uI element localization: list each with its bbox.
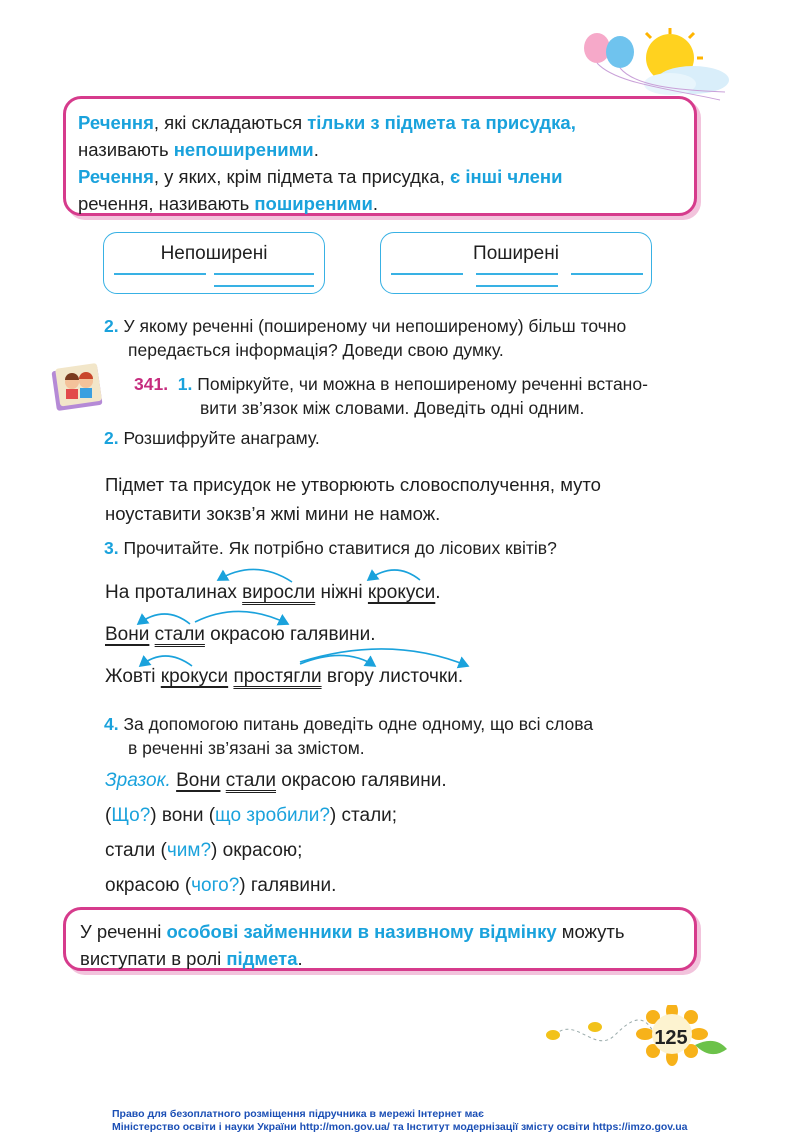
- task-text: Поміркуйте, чи можна в непоширеному реченні встано-: [197, 374, 648, 394]
- predicate-word: стали: [225, 770, 277, 791]
- task-text: Розшифруйте анаграму.: [123, 428, 320, 448]
- task-number: 2.: [104, 316, 119, 336]
- page-number: 125: [654, 1027, 688, 1049]
- word: вгору листочки.: [321, 666, 464, 687]
- subject-word: крокуси: [160, 666, 229, 687]
- rule-text: .: [297, 948, 303, 969]
- rule-line: [80, 918, 680, 945]
- rule-term: поширеними: [254, 193, 373, 214]
- sample-line-4: окрасою (чого?) галявини.: [105, 875, 337, 896]
- task-text: в реченні зв’язані за змістом.: [128, 738, 365, 758]
- exercise-341-task-2: [104, 426, 320, 450]
- arc: [195, 611, 288, 624]
- sentence-3: [105, 666, 463, 688]
- question: чого?: [191, 875, 240, 896]
- task-4: [104, 712, 698, 760]
- copyright-notice: [112, 1108, 712, 1134]
- word: На проталинах: [105, 582, 243, 603]
- rule-line: [78, 190, 680, 217]
- sentence-2: [105, 624, 376, 646]
- rule-text: речення, називають: [78, 193, 255, 214]
- rule-box-pronouns: [63, 907, 697, 971]
- task-number: 1.: [177, 374, 193, 394]
- task-number: 2.: [104, 428, 119, 448]
- question: Що?: [111, 805, 151, 826]
- rule-line: [78, 163, 680, 190]
- word: Жовті: [105, 666, 156, 687]
- rule-text: називають: [78, 139, 174, 160]
- sample-line-2: (Що?) вони (що зробили?) стали;: [105, 805, 398, 826]
- subject-word: крокуси: [367, 582, 436, 603]
- task-number: 3.: [104, 538, 119, 558]
- subject-word: Вони: [105, 624, 150, 645]
- rule-term: підмета: [226, 948, 298, 969]
- bees-sunflower-illustration: [535, 1005, 735, 1071]
- sample-line-1: [105, 770, 447, 792]
- task-3: [104, 536, 557, 560]
- anagram-line: Підмет та присудок не утворюють словосполучення, муто: [105, 474, 601, 495]
- rule-text: можуть: [556, 921, 625, 942]
- category-box-extended: [380, 232, 652, 294]
- category-title: Поширені: [473, 243, 559, 264]
- rule-term: тільки з підмета та присудка,: [307, 112, 576, 133]
- question: чим?: [166, 840, 212, 861]
- sample-label: Зразок.: [105, 770, 171, 791]
- word: окрасою галявини.: [204, 624, 376, 645]
- subject-word: Вони: [176, 770, 221, 791]
- question: що зробили?: [215, 805, 330, 826]
- predicate-word: виросли: [242, 582, 316, 603]
- answer-blanks: [114, 271, 314, 289]
- arc: [368, 570, 420, 580]
- task-text: передається інформація? Доведи свою думку.: [128, 340, 504, 360]
- arc: [300, 655, 375, 666]
- rule-term: Речення: [78, 166, 154, 187]
- rule-line: [78, 109, 680, 136]
- rule-term: особові займенники в називному відмінку: [166, 921, 557, 942]
- category-box-unextended: [103, 232, 325, 294]
- exercise-341: [134, 372, 700, 420]
- rule-term: Речення: [78, 112, 154, 133]
- answer-blanks: [391, 271, 641, 289]
- task-text: вити зв’язок між словами. Доведіть одні одним.: [200, 398, 585, 418]
- sample-line-3: стали (чим?) окрасою;: [105, 840, 303, 861]
- rule-line: [78, 136, 680, 163]
- task-2: [104, 314, 698, 362]
- sentence-1: На проталинах виросли ніжні крокуси.: [105, 582, 441, 603]
- word: ніжні: [320, 582, 363, 603]
- copyright-line: Право для безоплатного розміщення підручника в мережі Інтернет має: [112, 1108, 484, 1120]
- category-title: Непоширені: [160, 243, 268, 264]
- task-text: У якому реченні (поширеному чи непоширеному) більш точно: [123, 316, 627, 336]
- arc: [300, 649, 468, 666]
- rule-text: виступати в ролі: [80, 948, 227, 969]
- rule-text: , які складаються: [153, 112, 308, 133]
- predicate-word: простягли: [233, 666, 322, 687]
- arc: [138, 614, 190, 624]
- rule-text: , у яких, крім підмета та присудка,: [153, 166, 450, 187]
- rule-line: [80, 945, 680, 972]
- rule-box-sentence-types: [63, 96, 697, 216]
- predicate-word: стали: [154, 624, 205, 645]
- rule-term: є інші члени: [449, 166, 563, 187]
- arc: [140, 656, 192, 666]
- task-number: 4.: [104, 714, 119, 734]
- rule-text: .: [313, 139, 319, 160]
- task-text: За допомогою питань доведіть одне одному, що всі слова: [123, 714, 594, 734]
- pair-work-icon: [50, 360, 106, 412]
- rule-term: непоширеними: [173, 139, 314, 160]
- word: окрасою галявини.: [276, 770, 447, 791]
- copyright-line: Міністерство освіти і науки України http://mon.gov.ua/ та Інститут модернізації змісту освіти https://imzo.gov.ua: [112, 1121, 688, 1133]
- exercise-number: 341.: [134, 374, 169, 394]
- anagram-paragraph: [105, 470, 697, 528]
- anagram-line: ноуставити зокзв’я жмі мини не намож.: [105, 503, 441, 524]
- rule-text: .: [372, 193, 378, 214]
- task-text: Прочитайте. Як потрібно ставитися до лісових квітів?: [123, 538, 557, 558]
- rule-text: У реченні: [80, 921, 167, 942]
- arc: [218, 569, 292, 582]
